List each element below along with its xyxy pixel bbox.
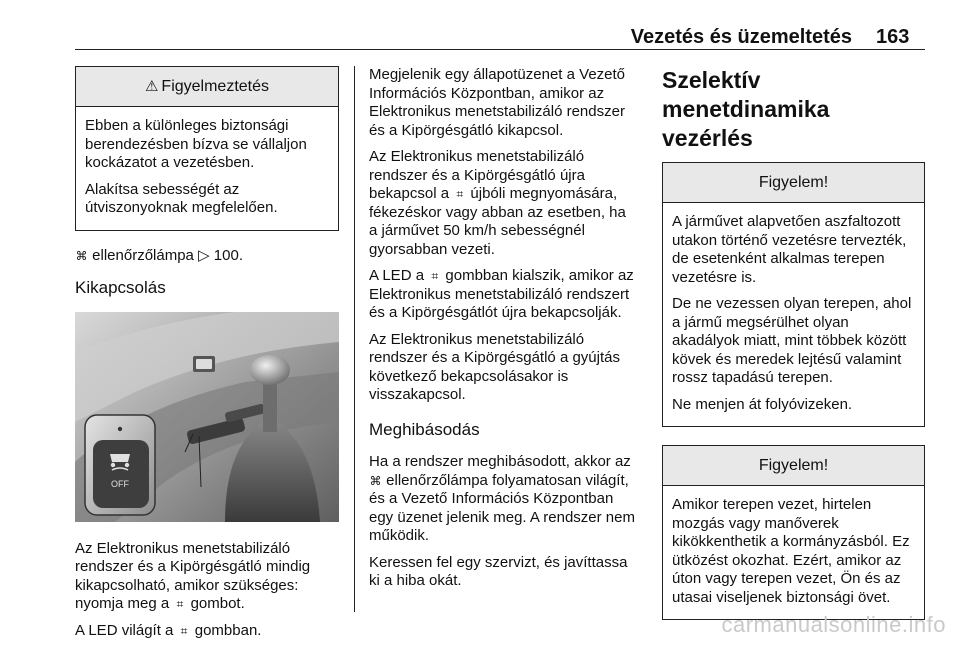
header-rule <box>75 49 925 50</box>
paragraph-led-off-text: A LED a <box>369 267 425 284</box>
watermark: carmanualsonline.info <box>721 612 946 637</box>
warning-triangle-icon: ⚠ <box>144 78 159 95</box>
column-2 <box>369 66 637 599</box>
paragraph-ignition: Az Elektronikus menetstabilizáló rendszer és a Kipörgésgátló a gyújtás következő bekapcsolásakor is visszakapcsol. <box>369 330 620 403</box>
reference-page: 100. <box>213 246 243 264</box>
page-header-title: Vezetés és üzemeltetés <box>630 26 852 48</box>
warning-paragraph-1: Ebben a különleges biztonsági berendezésben bízva se vállaljon kockázatot a vezetésben. <box>85 117 307 171</box>
control-lamp-reference <box>75 247 339 266</box>
warning-box-body <box>76 107 338 230</box>
paragraph-reactivation <box>369 148 637 259</box>
caution-box-2-header: Figyelem! <box>663 446 924 486</box>
traction-control-icon: ⌘ <box>75 248 88 263</box>
caution-box-1-header: Figyelem! <box>663 163 924 203</box>
warning-paragraph-2: Alakítsa sebességét az útviszonyoknak megfelelően. <box>85 180 278 216</box>
caution-1-paragraph-2: De ne vezessen olyan terepen, ahol a jármű megsérülhet olyan akadályok miatt, mint többek között kövek és meredek lejtésű valamint rossz tapadású terepen. <box>672 295 912 386</box>
warning-title: Figyelmeztetés <box>161 78 270 95</box>
caution-box-1-body <box>663 203 924 426</box>
off-label: OFF <box>111 478 129 489</box>
traction-off-button-icon: ⌗ <box>456 187 464 201</box>
page-number: 163 <box>876 26 910 48</box>
reference-text: ellenőrzőlámpa <box>92 246 194 264</box>
caution-1-paragraph-1: A járművet alapvetően aszfaltozott utakon történő vezetésre tervezték, de esetenként alkalmas terepen vezetésre is. <box>672 213 907 286</box>
warning-box <box>75 66 339 231</box>
traction-off-button-icon: ⌗ <box>176 597 184 611</box>
paragraph-reactivation-end: újbóli megnyomására, fékezéskor vagy abban az esetben, ha a járművet 50 km/h sebességnél gyorsabban vezeti. <box>369 185 626 258</box>
paragraph-led-off <box>369 267 637 323</box>
paragraph-led-off-end: gombban kialszik, amikor az Elektronikus menetstabilizáló rendszert és a Kipörgésgátlót újra bekapcsolják. <box>369 267 634 321</box>
caution-box-2 <box>662 445 925 620</box>
paragraph-switch-off <box>75 540 339 614</box>
paragraph-status-message: Megjelenik egy állapotüzenet a Vezető Információs Központban, amikor az Elektronikus menetstabilizáló rendszer és a Kipörgésgátló kikapcsol. <box>369 66 626 139</box>
column-3 <box>662 66 925 620</box>
paragraph-reactivation-text: Az Elektronikus menetstabilizáló rendszer és a Kipörgésgátló újra bekapcsol a <box>369 148 585 202</box>
paragraph-service: Keressen fel egy szervizt, és javíttassa ki a hiba okát. <box>369 553 628 589</box>
column-separator <box>354 66 355 612</box>
switch-button-photo <box>75 312 339 522</box>
paragraph-switch-off-end: gombot. <box>190 595 245 612</box>
warning-box-header <box>76 67 338 107</box>
traction-off-button-icon: ⌗ <box>180 623 188 638</box>
paragraph-led-on-text: A LED világít a <box>75 621 174 639</box>
cross-reference-arrow-icon: ▷ <box>198 246 210 264</box>
caution-2-paragraph-1: Amikor terepen vezet, hirtelen mozgás vagy manőverek kikökkenthetik a kormányzásból. Ez ütközést okozhat. Ezért, amikor az úton vagy terepen vezet, Ön és az utasai viseljenek biztonsági övet. <box>672 496 910 606</box>
caution-1-paragraph-3: Ne menjen át folyóvizeken. <box>672 395 853 413</box>
traction-off-button-icon: ⌗ <box>431 269 439 283</box>
section-heading-kikapcsolas: Kikapcsolás <box>75 278 166 297</box>
column-1 <box>75 66 339 648</box>
section-heading-drive-mode: Szelektív menetdinamika vezérlés <box>662 67 830 151</box>
paragraph-led-on-end: gombban. <box>194 621 262 639</box>
paragraph-fault-text: Ha a rendszer meghibásodott, akkor az <box>369 453 631 470</box>
caution-box-1 <box>662 162 925 427</box>
paragraph-led-on <box>75 622 339 641</box>
paragraph-fault-end: ellenőrzőlámpa folyamatosan világít, és a Vezető Információs Központban egy üzenet jelenik meg. A rendszer nem működik. <box>369 471 635 544</box>
paragraph-switch-off-text: Az Elektronikus menetstabilizáló rendszer és a Kipörgésgátló mindig kikapcsolható, amikor szükséges: nyomja meg a <box>75 539 311 612</box>
traction-control-icon: ⌘ <box>369 473 382 488</box>
caution-box-2-body <box>663 486 924 619</box>
paragraph-fault <box>369 453 637 546</box>
section-heading-meghibasodas: Meghibásodás <box>369 419 480 439</box>
